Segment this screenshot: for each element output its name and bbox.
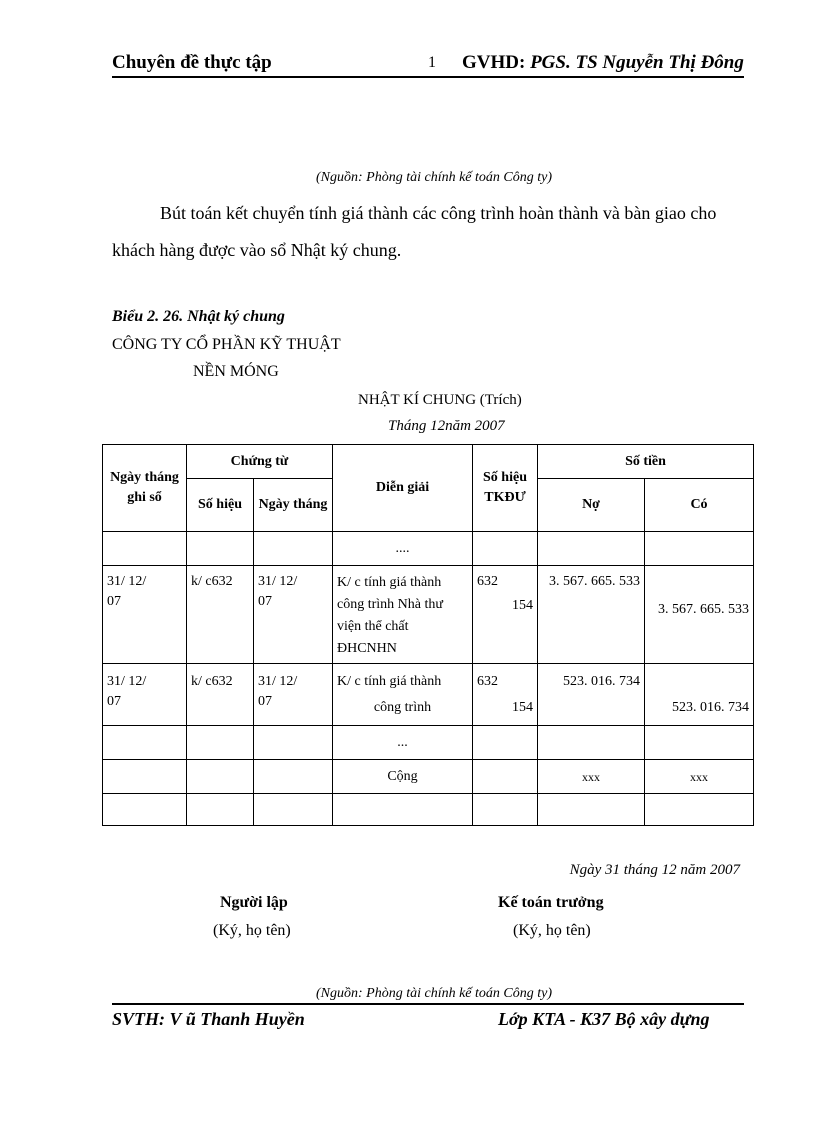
header-rule	[112, 76, 744, 78]
ellipsis-cell: ...	[333, 726, 473, 760]
preparer-note: (Ký, họ tên)	[213, 922, 291, 939]
header-credit: Có	[645, 479, 754, 532]
source-note-bottom: (Nguồn: Phòng tài chính kế toán Công ty)	[316, 986, 553, 1001]
row1-voucher-date: 31/ 12/ 07	[254, 566, 333, 664]
row1-credit: 3. 567. 665. 533	[645, 566, 754, 664]
form-title: Biểu 2. 26. Nhật ký chung	[112, 308, 285, 325]
table-header-row	[103, 445, 754, 479]
chief-accountant-title: Kế toán trưởng	[498, 894, 604, 911]
table-row	[103, 794, 754, 826]
row2-credit: 523. 016. 734	[645, 664, 754, 726]
footer-class: Lớp KTA - K37 Bộ xây dựng	[498, 1009, 710, 1029]
header-voucher: Chứng từ	[187, 445, 333, 479]
header-date: Ngày tháng ghi sổ	[103, 445, 187, 532]
header-voucher-no: Số hiệu	[187, 479, 254, 532]
row2-account: 632 154	[473, 664, 538, 726]
table-row	[103, 532, 754, 566]
footer-student: SVTH: V ũ Thanh Huyền	[112, 1009, 305, 1029]
row1-description: K/ c tính giá thành công trình Nhà thư viện thể chất ĐHCNHN	[333, 566, 473, 664]
header-title: Chuyên đề thực tập	[112, 52, 272, 73]
row1-date: 31/ 12/ 07	[103, 566, 187, 664]
journal-table	[102, 444, 754, 826]
journal-title: NHẬT KÍ CHUNG (Trích)	[358, 392, 522, 408]
row2-date: 31/ 12/ 07	[103, 664, 187, 726]
total-label: Cộng	[333, 760, 473, 794]
preparer-title: Người lập	[220, 894, 288, 911]
journal-period: Tháng 12năm 2007	[388, 418, 505, 434]
ellipsis-cell: ....	[333, 532, 473, 566]
table-row	[103, 566, 754, 664]
row2-voucher-no: k/ c632	[187, 664, 254, 726]
total-row	[103, 760, 754, 794]
header-debit: Nợ	[538, 479, 645, 532]
page-number: 1	[428, 54, 436, 71]
total-credit: xxx	[645, 760, 754, 794]
total-debit: xxx	[538, 760, 645, 794]
row1-debit: 3. 567. 665. 533	[538, 566, 645, 664]
header-voucher-date: Ngày tháng	[254, 479, 333, 532]
advisor-prefix: GVHD:	[462, 52, 531, 73]
table-row	[103, 664, 754, 726]
paragraph-line-2: khách hàng được vào sổ Nhật ký chung.	[112, 240, 402, 260]
header-description: Diễn giải	[333, 445, 473, 532]
source-note-top: (Nguồn: Phòng tài chính kế toán Công ty)	[316, 170, 553, 185]
row2-debit: 523. 016. 734	[538, 664, 645, 726]
row2-description: K/ c tính giá thành công trình	[333, 664, 473, 726]
row1-voucher-no: k/ c632	[187, 566, 254, 664]
row1-account: 632 154	[473, 566, 538, 664]
company-line-2: NỀN MÓNG	[193, 363, 279, 380]
advisor-name: PGS. TS Nguyễn Thị Đông	[530, 52, 744, 73]
footer-rule	[112, 1003, 744, 1005]
chief-accountant-note: (Ký, họ tên)	[513, 922, 591, 939]
row2-voucher-date: 31/ 12/ 07	[254, 664, 333, 726]
paragraph-line-1: Bút toán kết chuyển tính giá thành các công trình hoàn thành và bàn giao cho	[160, 203, 717, 223]
header-advisor	[462, 52, 744, 74]
header-amount: Số tiền	[538, 445, 754, 479]
date-line: Ngày 31 tháng 12 năm 2007	[569, 862, 740, 878]
company-line-1: CÔNG TY CỔ PHẦN KỸ THUẬT	[112, 336, 341, 353]
table-row	[103, 726, 754, 760]
header-account: Số hiệu TKĐƯ	[473, 445, 538, 532]
